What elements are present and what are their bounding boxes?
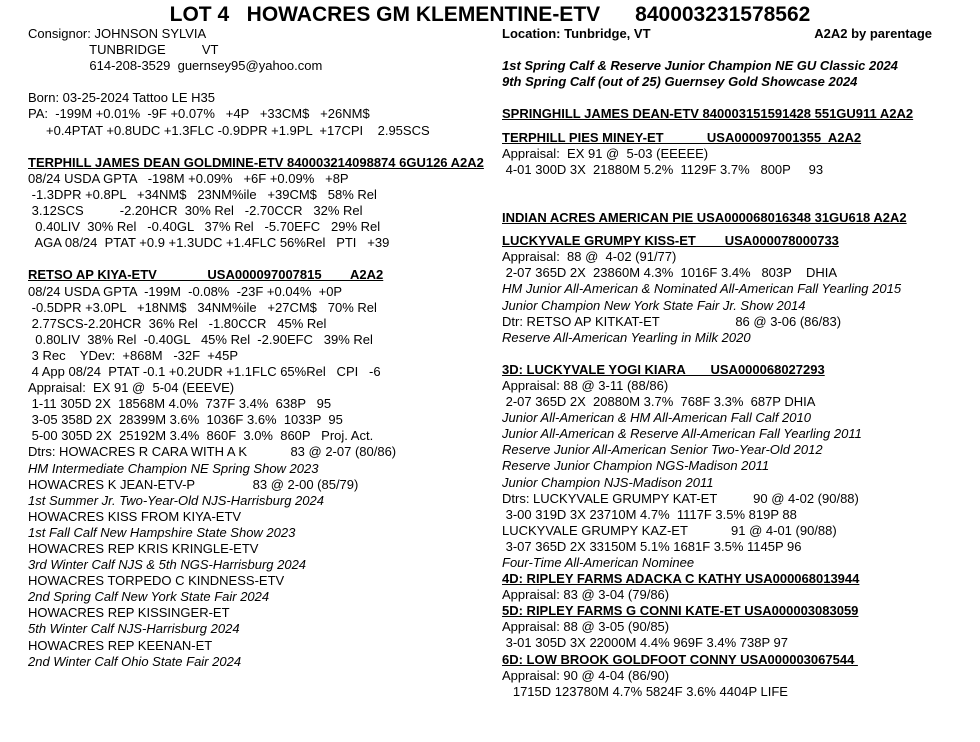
dam-of-dam-line: Dtr: RETSO AP KITKAT-ET 86 @ 3-06 (86/83) [502, 313, 842, 329]
sire-of-sire: SPRINGHILL JAMES DEAN-ETV 840003151591428 551GU911 A2A2 [502, 106, 914, 122]
sixth-dam-block [502, 652, 972, 700]
sire-line: 0.40LIV 30% Rel -0.40GL 37% Rel -5.70EFC 29% Rel [28, 219, 381, 235]
daughter-line: HOWACRES REP KRIS KRINGLE-ETV [28, 541, 259, 556]
consignor-contact: 614-208-3529 guernsey95@yahoo.com [28, 58, 323, 74]
dam-line: 08/24 USDA GPTA -199M -0.08% -23F +0.04% +0P [28, 283, 343, 299]
daughters-list [28, 444, 498, 669]
location: Location: Tunbridge, VT [502, 26, 651, 41]
dam-of-sire-header: TERPHILL PIES MINEY-ET USA000097001355 A2A2 [502, 129, 862, 145]
dam-of-dam-block [502, 233, 972, 346]
daughter-line: 1st Summer Jr. Two-Year-Old NJS-Harrisburg 2024 [28, 492, 324, 508]
third-dam-header: 3D: LUCKYVALE YOGI KIARA USA000068027293 [502, 361, 825, 377]
pa-line-1: PA: -199M +0.01% -9F +0.07% +4P +33CM$ +26NM$ [28, 106, 370, 122]
dam-of-sire-line: Appraisal: EX 91 @ 5-03 (EEEEE) [502, 145, 709, 161]
dam-of-dam-lines [502, 249, 972, 346]
dam-of-dam-header: LUCKYVALE GRUMPY KISS-ET USA000078000733 [502, 233, 839, 249]
left-column [28, 26, 498, 670]
third-dam-line: Reserve Junior Champion NGS-Madison 2011 [502, 458, 770, 474]
sixth-dam-line: Appraisal: 90 @ 4-04 (86/90) [502, 667, 670, 683]
third-dam-line: LUCKYVALE GRUMPY KAZ-ET 91 @ 4-01 (90/88) [502, 522, 837, 538]
daughter-line: 2nd Winter Calf Ohio State Fair 2024 [28, 653, 242, 669]
sire-header: TERPHILL JAMES DEAN GOLDMINE-ETV 840003214098874 6GU126 A2A2 [28, 154, 484, 170]
daughter-line: 2nd Spring Calf New York State Fair 2024 [28, 589, 270, 605]
fourth-dam-line: Appraisal: 83 @ 3-04 (79/86) [502, 587, 670, 603]
sire-line: 08/24 USDA GPTA -198M +0.09% +6F +0.09% +8P [28, 170, 349, 186]
daughter-line: HOWACRES K JEAN-ETV-P 83 @ 2-00 (85/79) [28, 476, 359, 492]
dam-of-sire-line: 4-01 300D 3X 21880M 5.2% 1129F 3.7% 800P 93 [502, 161, 824, 177]
dam-line: 2.77SCS-2.20HCR 36% Rel -1.80CCR 45% Rel [28, 315, 327, 331]
third-dam-line: Four-Time All-American Nominee [502, 555, 695, 570]
consignor-name: Consignor: JOHNSON SYLVIA [28, 26, 207, 41]
sire-line: -1.3DPR +0.8PL +34NM$ 23NM%ile +39CM$ 58% Rel [28, 186, 377, 202]
third-dam-line: Junior All-American & Reserve All-American Fall Yearling 2011 [502, 426, 862, 442]
fifth-dam-line: 3-01 305D 3X 22000M 4.4% 969F 3.4% 738P 97 [502, 635, 788, 651]
daughter-line: 3rd Winter Calf NJS & 5th NGS-Harrisburg 2024 [28, 557, 307, 573]
dam-of-dam-line: 2-07 365D 2X 23860M 4.3% 1016F 3.4% 803P DHIA [502, 265, 838, 281]
consignor-city: TUNBRIDGE VT [28, 42, 219, 58]
dam-line: 3-05 358D 2X 28399M 3.6% 1036F 3.6% 1033P 95 [28, 412, 343, 428]
birth-info: Born: 03-25-2024 Tattoo LE H35 [28, 90, 215, 106]
dam-of-dam-line: Reserve All-American Yearling in Milk 2020 [502, 329, 751, 345]
third-dam-line: Junior Champion NJS-Madison 2011 [502, 474, 714, 490]
award-line: 1st Spring Calf & Reserve Junior Champion NE GU Classic 2024 [502, 58, 898, 74]
sixth-dam-line: 1715D 123780M 4.7% 5824F 3.6% 4404P LIFE [502, 683, 788, 699]
dam-line: 1-11 305D 2X 18568M 4.0% 737F 3.4% 638P 95 [28, 396, 332, 412]
dam-header: RETSO AP KIYA-ETV USA000097007815 A2A2 [28, 267, 384, 283]
fifth-dam-line: Appraisal: 88 @ 3-05 (90/85) [502, 619, 670, 635]
dam-of-sire-block [502, 130, 972, 178]
fifth-dam-header: 5D: RIPLEY FARMS G CONNI KATE-ET USA000003083059 [502, 603, 859, 619]
third-dam-lines [502, 378, 972, 571]
sixth-dam-header: 6D: LOW BROOK GOLDFOOT CONNY USA000003067544 [502, 651, 858, 667]
dam-block [28, 267, 498, 444]
sire-block [28, 155, 498, 252]
right-column [502, 26, 972, 700]
dam-line: Appraisal: EX 91 @ 5-04 (EEEVE) [28, 380, 235, 396]
fourth-dam-block [502, 571, 972, 603]
parentage: A2A2 by parentage [814, 26, 932, 41]
dam-line: 3 Rec YDev: +868M -32F +45P [28, 347, 239, 363]
lot-title: LOT 4 HOWACRES GM KLEMENTINE-ETV 840003231578562 [169, 3, 811, 26]
fourth-dam-header: 4D: RIPLEY FARMS ADACKA C KATHY USA000068013944 [502, 571, 860, 587]
sire-line: AGA 08/24 PTAT +0.9 +1.3UDC +1.4FLC 56%Rel PTI +39 [28, 235, 390, 251]
sire-of-dam: INDIAN ACRES AMERICAN PIE USA000068016348 31GU618 A2A2 [502, 210, 907, 226]
daughter-line: HOWACRES REP KISSINGER-ET [28, 605, 230, 621]
daughter-line: 1st Fall Calf New Hampshire State Show 2023 [28, 524, 296, 540]
daughter-line: HM Intermediate Champion NE Spring Show 2023 [28, 460, 319, 476]
third-dam-line: Appraisal: 88 @ 3-11 (88/86) [502, 377, 669, 393]
award-line: 9th Spring Calf (out of 25) Guernsey Gold Showcase 2024 [502, 74, 858, 90]
third-dam-line: Reserve Junior All-American Senior Two-Year-Old 2012 [502, 442, 823, 458]
daughter-line: Dtrs: HOWACRES R CARA WITH A K 83 @ 2-07 (80/86) [28, 444, 397, 460]
dam-line: -0.5DPR +3.0PL +18NM$ 34NM%ile +27CM$ 70% Rel [28, 299, 377, 315]
third-dam-line: Dtrs: LUCKYVALE GRUMPY KAT-ET 90 @ 4-02 (90/88) [502, 490, 859, 506]
third-dam-line: 3-07 365D 2X 33150M 5.1% 1681F 3.5% 1145P 96 [502, 538, 802, 554]
daughter-line: 5th Winter Calf NJS-Harrisburg 2024 [28, 621, 240, 637]
fifth-dam-block [502, 603, 972, 651]
daughter-line: HOWACRES REP KEENAN-ET [28, 637, 213, 653]
dam-of-dam-line: Appraisal: 88 @ 4-02 (91/77) [502, 249, 677, 265]
consignor-block [28, 26, 498, 74]
pa-line-2: +0.4PTAT +0.8UDC +1.3FLC -0.9DPR +1.9PL +17CPI 2.95SCS [28, 122, 430, 138]
sire-line: 3.12SCS -2.20HCR 30% Rel -2.70CCR 32% Rel [28, 203, 363, 219]
dam-of-dam-line: HM Junior All-American & Nominated All-American Fall Yearling 2015 [502, 281, 902, 297]
dam-of-dam-line: Junior Champion New York State Fair Jr. Show 2014 [502, 297, 806, 313]
third-dam-line: Junior All-American & HM All-American Fall Calf 2010 [502, 410, 811, 426]
daughter-line: HOWACRES TORPEDO C KINDNESS-ETV [28, 573, 285, 589]
location-row [502, 26, 932, 42]
daughter-line: HOWACRES KISS FROM KIYA-ETV [28, 508, 242, 524]
dam-line: 0.80LIV 38% Rel -0.40GL 45% Rel -2.90EFC 39% Rel [28, 331, 373, 347]
dam-line: 4 App 08/24 PTAT -0.1 +0.2UDR +1.1FLC 65%Rel CPI -6 [28, 363, 381, 379]
third-dam-line: 2-07 365D 2X 20880M 3.7% 768F 3.3% 687P DHIA [502, 394, 816, 410]
third-dam-line: 3-00 319D 3X 23710M 4.7% 1117F 3.5% 819P 88 [502, 506, 797, 522]
dam-line: 5-00 305D 2X 25192M 3.4% 860F 3.0% 860P Proj. Act. [28, 428, 374, 444]
third-dam-block [502, 362, 972, 571]
